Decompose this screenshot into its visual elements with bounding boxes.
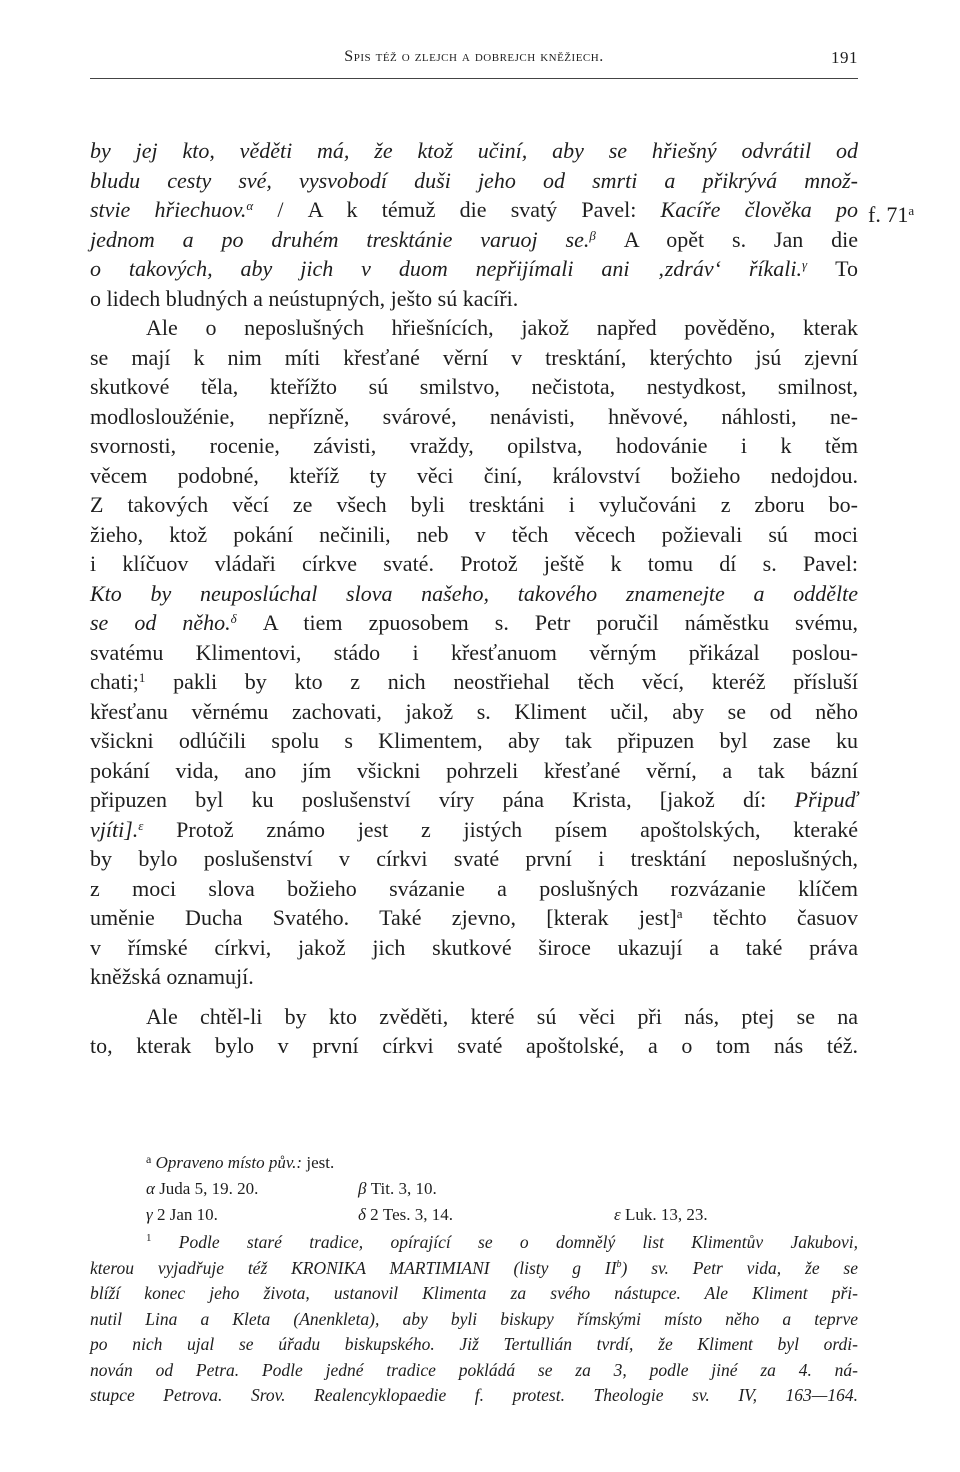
note-ref-a: a xyxy=(676,906,683,921)
apparatus-notes xyxy=(90,1150,858,1409)
text-line-26: z moci slova božieho svázanie a poslušných rozvázanie klíčem xyxy=(90,875,858,901)
text-line-24-b: Protož známo jest z jistých písem apoštolských, kteraké xyxy=(143,816,858,842)
note-ref-gamma: γ xyxy=(802,257,808,272)
footnote-line-6: nován od Petra. Podle jedné tradice pokládá se za 3, podle jiné za 4. ná- xyxy=(90,1359,858,1380)
text-line-8: se mají k nim míti křesťané věrní v tresktání, kterýchto jsú zjevní xyxy=(90,344,858,370)
main-text xyxy=(90,136,858,1061)
running-title: Spis též o zlejch a dobrejch kněžiech. xyxy=(344,48,604,65)
note-ref-alpha: α xyxy=(246,198,254,213)
text-line-2: bludu cesty své, vysvobodí duši jeho od smrti a přikrývá množ- xyxy=(90,167,858,193)
footnote-1 xyxy=(90,1230,858,1409)
text-line-3-a: stvie hřiechuov. xyxy=(90,197,247,222)
text-line-3-c: Kacíře člověka po xyxy=(660,197,858,222)
note-alpha-ref: Juda 5, 19. 20. xyxy=(159,1179,259,1198)
text-line-17 xyxy=(90,608,858,638)
text-line-14: žieho, ktož pokání nečinili, neb v těch věcech požievali sú moci xyxy=(90,521,858,547)
text-line-10: modlosloužénie, nepřízně, svárové, nenávisti, hněvové, náhlosti, ne- xyxy=(90,403,858,429)
margin-folio: f. 71 xyxy=(868,202,909,227)
text-line-28: v římské církvi, jakož jich skutkové široce ukazují a také práva xyxy=(90,934,858,960)
footnote-line-2-sup: b xyxy=(616,1258,622,1270)
text-line-5 xyxy=(90,254,858,284)
text-line-31: to, kterak bylo v první církvi svaté apoštolské, a o tom nás též. xyxy=(90,1033,858,1058)
text-line-20: křesťanu věrnému zachovati, jakož s. Kliment učil, aby se od něho xyxy=(90,698,858,724)
footnote-line-4: nutil Lina a Kleta (Anenkleta), aby byli biskupy římskými místo něho a teprve xyxy=(90,1308,858,1329)
text-line-23-b: Připuď xyxy=(794,787,858,812)
note-a xyxy=(90,1150,858,1176)
text-line-23-a: připuzen byl ku poslušenství víry pána Krista, [jakož dí: xyxy=(90,787,767,812)
note-epsilon-mark: ε xyxy=(614,1205,621,1224)
note-delta xyxy=(358,1202,453,1228)
note-refs-row-2 xyxy=(90,1202,858,1228)
page-number: 191 xyxy=(831,48,858,67)
text-line-27-b: těchto časuov xyxy=(682,905,858,930)
footnote-1-mark: 1 xyxy=(146,1232,152,1244)
text-line-4 xyxy=(90,225,858,255)
note-beta-ref: Tit. 3, 10. xyxy=(370,1179,437,1198)
note-a-mark: a xyxy=(146,1152,152,1166)
footnote-line-5: po nich ujal se úřadu biskupského. Již Tertullián tvrdí, že Kliment byl ordi- xyxy=(90,1334,858,1354)
text-line-11: svornosti, rocenie, závisti, vraždy, opilstva, hodovánie i k těm xyxy=(90,433,858,458)
text-line-25: by bylo poslušenství v církvi svaté první i tresktání neposlušných, xyxy=(90,846,858,871)
footnote-line-2-b: ) sv. Petr vida, že se xyxy=(621,1257,859,1278)
note-beta-mark: β xyxy=(358,1179,367,1198)
text-line-17-b: A tiem zpuosobem s. Petr poručil náměstku svému, xyxy=(236,610,858,635)
text-line-7: Ale o neposlušných hřiešnících, jakož napřed pověděno, kterak xyxy=(146,315,858,340)
text-line-3-b: / A k témuž die svatý Pavel: xyxy=(253,197,661,222)
note-a-value: jest. xyxy=(302,1153,335,1172)
note-a-label: Opraveno místo pův.: xyxy=(155,1153,303,1172)
note-gamma xyxy=(146,1202,218,1228)
text-line-15: i klíčuov vládaři církve svaté. Protož ještě k tomu dí s. Pavel: xyxy=(90,551,858,576)
text-line-19-b: pakli by kto z nich neostřiehal těch věcí, kteréž přísluší xyxy=(145,669,858,694)
text-line-4-a: jednom a po druhém tresktánie varuoj se. xyxy=(90,226,590,252)
text-line-29: kněžská oznamují. xyxy=(90,964,254,989)
note-beta xyxy=(358,1176,437,1202)
text-line-16: Kto by neuposlúchal slova našeho, takového znamenejte a oddělte xyxy=(90,580,858,606)
footnote-line-2-a: kterou vyjadřuje též KRONIKA MARTIMIANI (listy g II xyxy=(90,1257,617,1278)
text-line-23 xyxy=(90,785,858,815)
running-header xyxy=(90,48,858,74)
text-line-27-a: uměnie Ducha Svatého. Také zjevno, [kterak jest] xyxy=(90,905,677,930)
margin-folio-sup: a xyxy=(908,203,915,218)
text-line-5-b: To xyxy=(807,256,859,281)
footnote-line-1-text: Podle staré tradice, opírající se o domnělý list Klimentův Jakubovi, xyxy=(178,1232,858,1252)
text-line-24 xyxy=(90,815,858,845)
margin-note xyxy=(868,200,914,230)
text-line-19 xyxy=(90,667,858,697)
text-line-27 xyxy=(90,903,858,933)
note-ref-epsilon: ε xyxy=(138,817,144,833)
text-line-13: Z takových věcí ze všech byli tresktáni i vylučováni z zboru bo- xyxy=(90,492,858,517)
note-epsilon xyxy=(614,1202,708,1228)
text-line-6: o lidech bludných a neústupných, ješto sú kacíři. xyxy=(90,285,519,311)
text-line-21: všickni odlúčili spolu s Klimentem, aby tak připuzen byl zase ku xyxy=(90,728,858,753)
text-line-1: by jej kto, věděti má, že ktož učiní, aby se hřiešný odvrátil od xyxy=(90,138,858,163)
note-ref-beta: β xyxy=(589,227,596,243)
note-delta-ref: 2 Tes. 3, 14. xyxy=(370,1205,454,1224)
note-alpha-mark: α xyxy=(146,1179,155,1198)
text-line-17-a: se od něho. xyxy=(90,610,231,635)
footnote-line-3: blíží konec jeho života, ustanovil Klimenta za svého nástupce. Ale Kliment při- xyxy=(90,1283,858,1303)
note-epsilon-ref: Luk. 13, 23. xyxy=(624,1205,708,1224)
note-ref-delta: δ xyxy=(230,611,237,626)
note-refs-row-1 xyxy=(90,1176,858,1202)
text-line-18: svatému Klimentovi, stádo i křesťanuom věrným přikázal poslou- xyxy=(90,639,858,665)
note-delta-mark: δ xyxy=(358,1205,366,1224)
text-line-9: skutkové těla, kteřížto sú smilstvo, nečistota, nestydkost, smilnost, xyxy=(90,374,858,399)
text-line-12: věcem podobné, kteříž ty věci činí, království božieho nedojdou. xyxy=(90,462,858,488)
text-line-5-a: o takových, aby jich v duom nepřijímali ani ‚zdráv‘ říkali. xyxy=(90,256,803,281)
note-gamma-mark: γ xyxy=(146,1205,153,1224)
text-line-22: pokání vida, ano jím všickni pohrzeli křesťané věrní, a tak bázní xyxy=(90,757,858,783)
text-line-24-a: vjíti]. xyxy=(90,816,139,842)
text-line-3 xyxy=(90,195,858,225)
note-gamma-ref: 2 Jan 10. xyxy=(156,1205,218,1224)
footnote-line-7: stupce Petrova. Srov. Realencyklopaedie f. protest. Theologie sv. IV, 163—164. xyxy=(90,1385,858,1405)
footnote-line-2 xyxy=(90,1256,858,1282)
footnote-ref-1: 1 xyxy=(138,670,146,685)
text-line-4-b: A opět s. Jan die xyxy=(595,226,858,252)
note-alpha xyxy=(146,1176,258,1202)
footnote-line-1 xyxy=(90,1230,858,1256)
text-line-30: Ale chtěl-li by kto zvěděti, které sú věci při nás, ptej se na xyxy=(146,1003,858,1029)
text-line-19-a: chati; xyxy=(90,669,139,694)
header-rule xyxy=(90,78,858,79)
